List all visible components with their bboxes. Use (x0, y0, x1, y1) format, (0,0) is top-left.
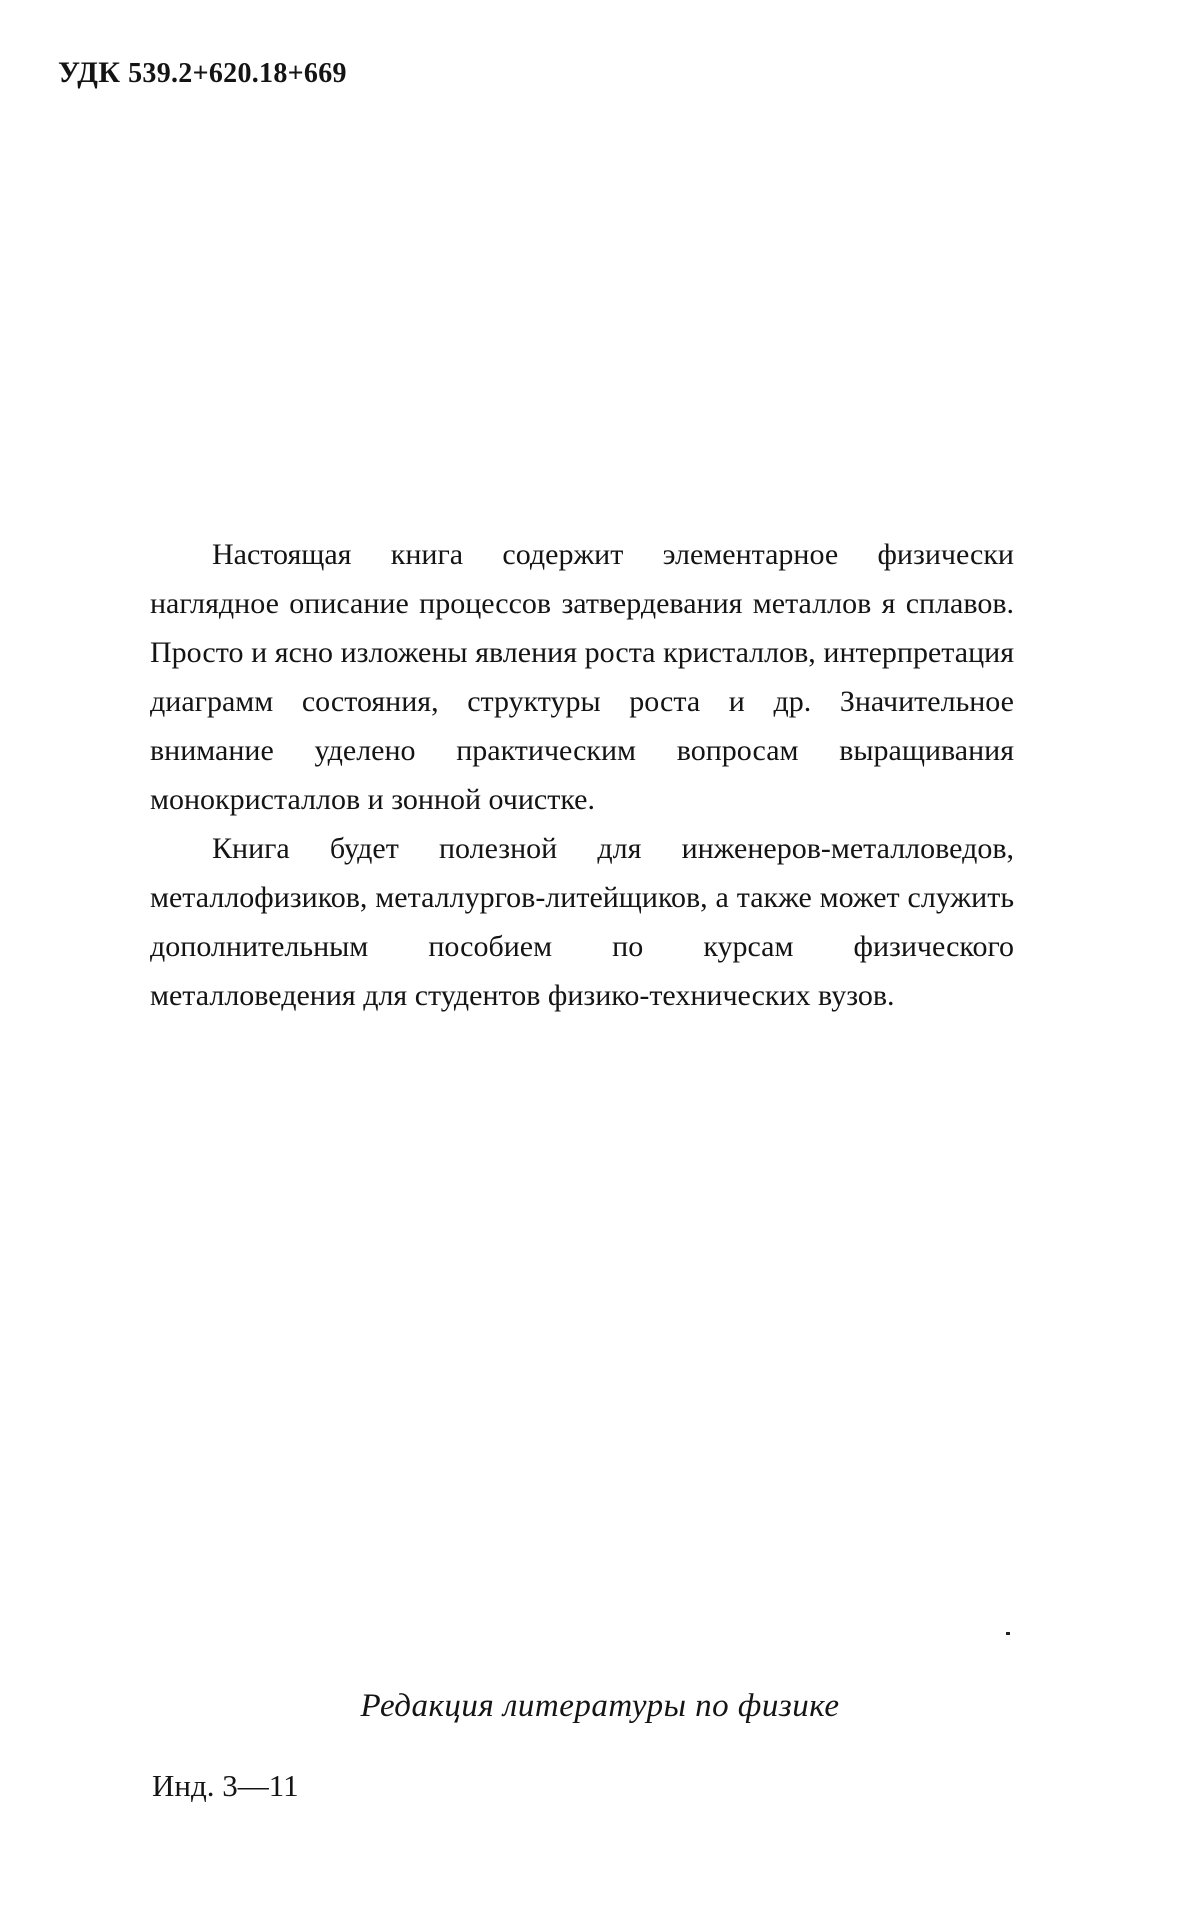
book-annotation (150, 530, 1014, 1020)
udk-label: УДК (58, 56, 121, 89)
annotation-paragraph-1: Настоящая книга содержит элементарное физически наглядное описание процессов затвердевания металлов я сплавов. Просто и ясно изложены явления роста кристаллов, интерпретация диаграмм состояния, структуры роста и др. Значительное внимание уделено практическим вопросам выращивания монокристаллов и зонной очистке. (150, 538, 1014, 816)
index-code: Инд. 3—11 (152, 1768, 299, 1803)
editorial-office: Редакция литературы по физике (360, 1688, 840, 1724)
annotation-paragraph-2: Книга будет полезной для инженеров-металловедов, металлофизиков, металлургов-литейщиков, а также может служить дополнительным пособием по курсам физического металловедения для студентов физико-технических вузов. (150, 832, 1014, 1012)
udk-code: 539.2+620.18+669 (128, 58, 347, 89)
print-speck (1006, 1632, 1010, 1635)
udk-classification (58, 56, 347, 90)
